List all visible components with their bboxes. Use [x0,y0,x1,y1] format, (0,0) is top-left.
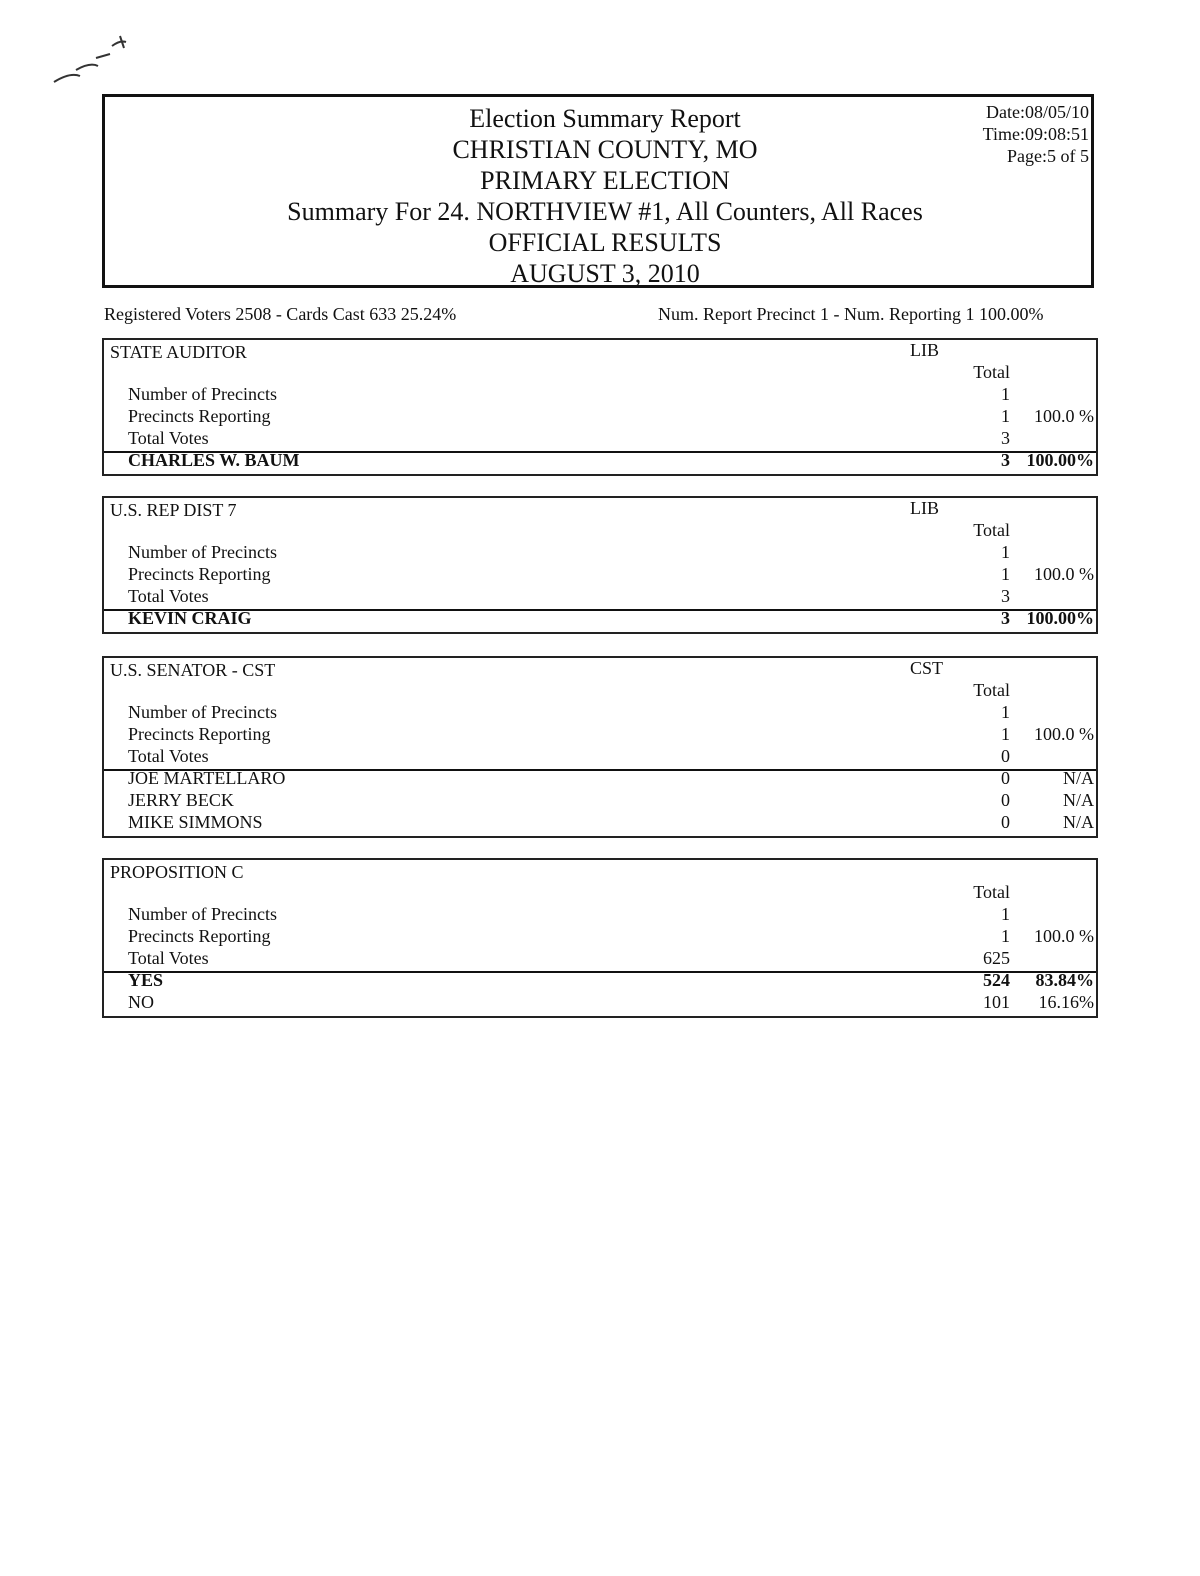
race-2 [102,656,1098,838]
party-label: LIB [910,498,939,518]
row-total: 1 [1001,384,1010,404]
election-date: AUGUST 3, 2010 [510,259,700,288]
row-total: 524 [983,970,1010,990]
row-label: Total Votes [128,586,209,606]
row-total: 0 [1001,746,1010,766]
table-row [104,428,1100,450]
race-1 [102,496,1098,634]
row-percent: 100.00% [1026,450,1094,470]
table-row [104,406,1100,428]
report-page: Page:5 of 5 [1007,146,1089,166]
row-label: Total Votes [128,746,209,766]
report-header [102,94,1094,288]
row-total: 1 [1001,564,1010,584]
total-column-header: Total [973,520,1010,540]
row-label: MIKE SIMMONS [128,812,263,832]
county-name: CHRISTIAN COUNTY, MO [452,135,758,164]
report-time: Time:09:08:51 [982,124,1089,144]
row-total: 1 [1001,724,1010,744]
row-label: Number of Precincts [128,702,277,722]
row-total: 3 [1001,450,1010,470]
total-column-header: Total [973,882,1010,902]
row-percent: 100.00% [1026,608,1094,628]
table-row [104,746,1100,768]
row-total: 1 [1001,406,1010,426]
table-row [104,542,1100,564]
table-row [104,812,1100,834]
race-3 [102,858,1098,1018]
total-column-header: Total [973,680,1010,700]
divider [104,971,1096,973]
row-percent: 100.0 % [1034,926,1094,946]
table-row [104,970,1100,992]
row-label: YES [128,970,164,990]
row-total: 3 [1001,586,1010,606]
race-title: STATE AUDITOR [110,342,247,362]
report-meta [983,101,1089,167]
divider [104,769,1096,771]
table-row [104,992,1100,1014]
race-title: PROPOSITION C [110,862,244,882]
report-date: Date:08/05/10 [986,102,1089,122]
total-column-header: Total [973,362,1010,382]
row-label: KEVIN CRAIG [128,608,252,628]
row-label: Number of Precincts [128,542,277,562]
summary-scope: Summary For 24. NORTHVIEW #1, All Counters, All Races [287,197,923,226]
row-total: 1 [1001,926,1010,946]
table-row [104,904,1100,926]
row-total: 1 [1001,542,1010,562]
row-label: Total Votes [128,428,209,448]
divider [104,609,1096,611]
row-label: Total Votes [128,948,209,968]
table-row [104,926,1100,948]
report-title: Election Summary Report [469,104,741,133]
table-row [104,790,1100,812]
table-row [104,768,1100,790]
party-label: LIB [910,340,939,360]
row-percent: 100.0 % [1034,724,1094,744]
row-percent: 83.84% [1035,970,1094,990]
handwritten-mark [50,32,140,92]
table-row [104,702,1100,724]
row-label: Precincts Reporting [128,926,271,946]
row-percent: N/A [1063,812,1094,832]
row-label: Precincts Reporting [128,406,271,426]
row-total: 101 [983,992,1010,1012]
race-title: U.S. SENATOR - CST [110,660,276,680]
row-percent: 100.0 % [1034,564,1094,584]
table-row [104,724,1100,746]
table-row [104,450,1100,472]
row-label: NO [128,992,154,1012]
row-total: 0 [1001,768,1010,788]
row-percent: N/A [1063,768,1094,788]
row-total: 1 [1001,904,1010,924]
row-percent: 100.0 % [1034,406,1094,426]
row-total: 1 [1001,702,1010,722]
row-percent: 16.16% [1038,992,1094,1012]
table-row [104,384,1100,406]
reporting-stats: Num. Report Precinct 1 - Num. Reporting 1 100.00% [658,304,1044,324]
row-label: Precincts Reporting [128,724,271,744]
row-total: 0 [1001,812,1010,832]
table-row [104,608,1100,630]
report-title-block [105,103,1105,289]
results-status: OFFICIAL RESULTS [488,228,722,257]
row-total: 3 [1001,608,1010,628]
row-total: 625 [983,948,1010,968]
race-0 [102,338,1098,476]
row-total: 0 [1001,790,1010,810]
row-label: Number of Precincts [128,384,277,404]
row-label: Precincts Reporting [128,564,271,584]
table-row [104,586,1100,608]
table-row [104,948,1100,970]
row-total: 3 [1001,428,1010,448]
party-label: CST [910,658,944,678]
row-label: Number of Precincts [128,904,277,924]
election-name: PRIMARY ELECTION [480,166,730,195]
table-row [104,564,1100,586]
registration-stats: Registered Voters 2508 - Cards Cast 633 25.24% [104,304,457,324]
row-label: CHARLES W. BAUM [128,450,300,470]
row-percent: N/A [1063,790,1094,810]
row-label: JERRY BECK [128,790,234,810]
divider [104,451,1096,453]
race-title: U.S. REP DIST 7 [110,500,237,520]
row-label: JOE MARTELLARO [128,768,286,788]
